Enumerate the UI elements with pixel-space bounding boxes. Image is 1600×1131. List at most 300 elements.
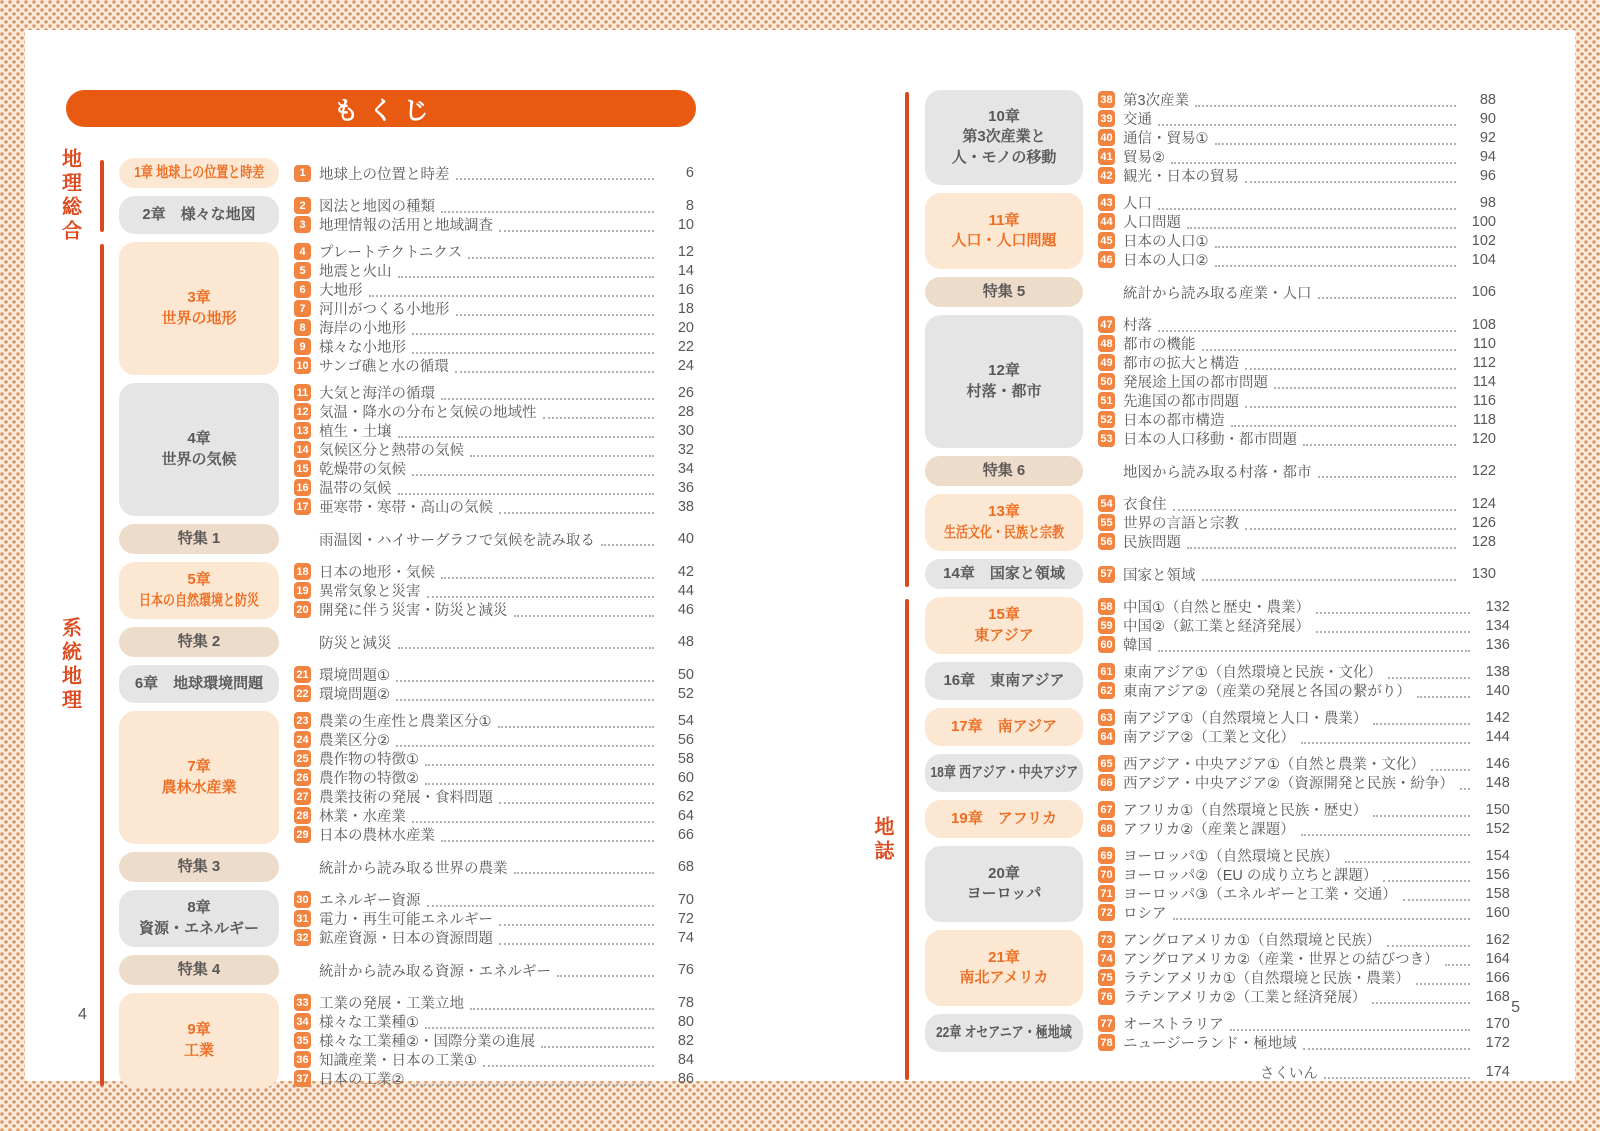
entry-number-badge: 78 — [1098, 1034, 1115, 1051]
section-content — [104, 158, 710, 234]
dotted-leader — [1387, 933, 1470, 947]
entry-number-badge: 72 — [1098, 904, 1115, 921]
toc-entry — [1098, 231, 1496, 250]
toc-entry-list — [1098, 800, 1524, 838]
dotted-leader — [441, 386, 654, 400]
entry-page-number: 140 — [1485, 682, 1510, 699]
chapter-box-label: 第3次産業と — [962, 128, 1046, 146]
feature-box-label: 特集 2 — [177, 632, 221, 650]
chapter-box-label: 7章 — [187, 758, 211, 776]
toc-entry-list — [1098, 315, 1510, 448]
entry-number-badge: 29 — [294, 826, 311, 843]
entry-title: 地震と火山 — [319, 264, 392, 280]
dotted-leader — [1215, 131, 1457, 145]
chapter-box-label: 2章 様々な地図 — [142, 205, 256, 223]
entry-page-number: 28 — [677, 403, 694, 420]
entry-number-badge: 26 — [294, 769, 311, 786]
entry-number-badge: 49 — [1098, 354, 1115, 371]
dotted-leader — [369, 283, 655, 297]
entry-title: 雨温図・ハイサーグラフで気候を読み取る — [319, 532, 595, 549]
entry-title: 農業技術の発展・食料問題 — [319, 790, 493, 806]
dotted-leader — [1245, 169, 1456, 183]
entry-number-badge: 18 — [294, 563, 311, 580]
toc-entry-list — [1098, 930, 1524, 1006]
chapter-box-label: 4章 — [187, 430, 211, 448]
entry-number-badge: 48 — [1098, 335, 1115, 352]
entry-title: プレートテクトニクス — [319, 245, 463, 261]
chapter-box-label: 6章 地球環境問題 — [134, 674, 264, 692]
toc-section — [40, 148, 710, 244]
dotted-leader — [1373, 803, 1470, 817]
chapter-box-label: 11章 — [988, 211, 1020, 229]
entry-number-badge: 3 — [294, 216, 311, 233]
entry-page-number: 42 — [677, 563, 694, 580]
entry-page-number: 74 — [677, 929, 694, 946]
entry-number-badge: 1 — [294, 165, 311, 182]
dotted-leader — [425, 752, 654, 766]
entry-page-number: 106 — [1471, 284, 1496, 300]
entry-title: 日本の工業② — [319, 1072, 405, 1088]
toc-group — [925, 754, 1524, 792]
entry-page-number: 40 — [677, 531, 694, 547]
dotted-leader — [1416, 971, 1470, 985]
entry-title: 林業・水産業 — [319, 809, 406, 825]
section-label-vertical: 地誌 — [871, 815, 893, 864]
entry-title: 海岸の小地形 — [319, 321, 406, 337]
entry-number-badge: 50 — [1098, 373, 1115, 390]
toc-entry — [1098, 1014, 1510, 1033]
entry-page-number: 88 — [1479, 91, 1496, 108]
entry-title: ラテンアメリカ①（自然環境と民族・農業） — [1123, 971, 1410, 987]
entry-title: アングロアメリカ①（自然環境と民族） — [1123, 933, 1381, 949]
entry-page-number: 66 — [677, 826, 694, 843]
toc-group — [925, 456, 1510, 486]
chapter-box — [925, 494, 1083, 551]
entry-number-badge: 15 — [294, 460, 311, 477]
entry-page-number: 110 — [1472, 335, 1496, 352]
entry-number-badge: 77 — [1098, 1015, 1115, 1032]
toc-entry — [1098, 372, 1496, 391]
entry-number-badge: 24 — [294, 731, 311, 748]
dotted-leader — [1431, 757, 1470, 771]
dotted-leader — [498, 714, 655, 728]
dotted-leader — [1173, 906, 1470, 920]
entry-page-number: 150 — [1485, 801, 1510, 818]
chapter-box — [119, 383, 279, 516]
dotted-leader — [1230, 1017, 1470, 1031]
feature-box — [119, 627, 279, 657]
entry-number-badge: 66 — [1098, 774, 1115, 791]
toc-entry — [294, 478, 694, 497]
toc-entry — [294, 730, 694, 749]
dotted-leader — [499, 218, 654, 232]
entry-number-badge: 63 — [1098, 709, 1115, 726]
entry-page-number: 76 — [677, 962, 694, 978]
toc-entry-list — [294, 242, 710, 375]
entry-title: 農業区分② — [319, 733, 390, 749]
entry-page-number: 14 — [677, 262, 694, 279]
toc-entry-list — [1098, 662, 1524, 700]
entry-title: 開発に伴う災害・防災と減災 — [319, 603, 508, 619]
dotted-leader — [543, 405, 655, 419]
entry-title: 中国①（自然と歴史・農業） — [1123, 600, 1310, 616]
toc-entry-list — [1098, 559, 1510, 589]
chapter-box — [925, 597, 1083, 654]
toc-entry — [1098, 819, 1510, 838]
entry-number-badge: 62 — [1098, 682, 1115, 699]
entry-page-number: 168 — [1485, 988, 1510, 1005]
chapter-box-label: 20章 — [988, 864, 1020, 882]
entry-number-badge: 43 — [1098, 194, 1115, 211]
entry-page-number: 62 — [677, 788, 694, 805]
toc-entry — [294, 497, 694, 516]
entry-number-badge: 44 — [1098, 213, 1115, 230]
toc-entry — [1098, 109, 1496, 128]
entry-title: ヨーロッパ③（エネルギーと工業・交通） — [1123, 887, 1397, 903]
toc-entry — [1098, 1033, 1510, 1052]
entry-page-number: 52 — [677, 685, 694, 702]
entry-title: 統計から読み取る世界の農業 — [319, 860, 508, 877]
entry-page-number: 58 — [677, 750, 694, 767]
entry-title: 農作物の特徴① — [319, 752, 419, 768]
toc-group — [925, 494, 1510, 551]
toc-entry — [1098, 410, 1496, 429]
toc-group — [925, 1014, 1524, 1052]
entry-page-number: 118 — [1472, 411, 1496, 428]
toc-entry-list — [1098, 754, 1524, 792]
entry-number-badge: 8 — [294, 319, 311, 336]
toc-entry-list — [294, 524, 710, 554]
entry-page-number: 12 — [677, 243, 694, 260]
dotted-leader — [396, 668, 654, 682]
entry-title: 貿易② — [1123, 150, 1165, 166]
toc-entry — [1098, 800, 1510, 819]
book-spread — [25, 30, 1575, 1088]
dotted-leader — [1383, 868, 1469, 882]
section-label-vertical: 系統地理 — [58, 617, 81, 713]
toc-entry — [1098, 662, 1510, 681]
chapter-box — [119, 242, 279, 375]
toc-entry — [294, 1050, 694, 1069]
feature-box — [925, 456, 1083, 486]
entry-title: 人口問題 — [1123, 215, 1181, 231]
dotted-leader — [396, 733, 654, 747]
dotted-leader — [398, 635, 655, 649]
entry-number-badge: 37 — [294, 1070, 311, 1087]
entry-title: 中国②（鉱工業と経済発展） — [1123, 619, 1310, 635]
toc-entry-list — [294, 158, 710, 188]
toc-group — [119, 711, 710, 844]
toc-entry-list — [1098, 708, 1524, 746]
entry-page-number: 122 — [1471, 463, 1496, 479]
toc-group — [119, 524, 710, 554]
chapter-box — [925, 930, 1083, 1006]
toc-entry — [294, 600, 694, 619]
toc-entry — [1098, 708, 1510, 727]
chapter-box-label: 9章 — [187, 1021, 211, 1039]
entry-number-badge: 35 — [294, 1032, 311, 1049]
chapter-box — [925, 800, 1083, 838]
dotted-leader — [412, 321, 654, 335]
entry-number-badge: 74 — [1098, 950, 1115, 967]
dotted-leader — [427, 893, 655, 907]
dotted-leader — [425, 771, 654, 785]
entry-page-number: 48 — [677, 634, 694, 650]
chapter-box — [925, 559, 1083, 589]
entry-title: 東南アジア②（産業の発展と各国の繋がり） — [1123, 684, 1411, 700]
entry-number-badge: 42 — [1098, 167, 1115, 184]
toc-entry — [294, 684, 694, 703]
section-label-column — [860, 597, 905, 1082]
entry-title: 村落 — [1123, 318, 1152, 334]
dotted-leader — [1158, 196, 1456, 210]
toc-group — [119, 383, 710, 516]
toc-entry — [1098, 727, 1510, 746]
entry-title: アフリカ②（産業と課題） — [1123, 822, 1295, 838]
toc-entry-list — [294, 383, 710, 516]
entry-page-number: 20 — [677, 319, 694, 336]
section-content — [909, 597, 1524, 1082]
toc-group — [119, 665, 710, 703]
entry-page-number: 68 — [677, 859, 694, 875]
toc-entry-list — [1098, 193, 1510, 269]
entry-number-badge: 23 — [294, 712, 311, 729]
entry-page-number: 162 — [1485, 931, 1510, 948]
dotted-leader — [1274, 375, 1456, 389]
entry-number-badge: 21 — [294, 666, 311, 683]
chapter-box — [925, 754, 1083, 792]
entry-title: 東南アジア①（自然環境と民族・文化） — [1123, 665, 1382, 681]
chapter-box-label: ヨーロッパ — [966, 885, 1042, 902]
toc-group — [119, 562, 710, 619]
toc-entry — [294, 993, 694, 1012]
entry-title: 地理情報の活用と地域調査 — [319, 218, 493, 234]
chapter-box — [925, 708, 1083, 746]
entry-title: 知識産業・日本の工業① — [319, 1053, 477, 1069]
section-label-column — [860, 90, 905, 589]
entry-page-number: 36 — [677, 479, 694, 496]
entry-page-number: 54 — [677, 712, 694, 729]
entry-number-badge: 7 — [294, 300, 311, 317]
toc-group — [925, 800, 1524, 838]
entry-page-number: 24 — [677, 357, 694, 374]
toc-entry — [1098, 462, 1496, 481]
entry-number-badge: 12 — [294, 403, 311, 420]
entry-number-badge: 67 — [1098, 801, 1115, 818]
toc-entry — [1098, 754, 1510, 773]
entry-page-number: 80 — [677, 1013, 694, 1030]
toc-entry — [1098, 532, 1496, 551]
toc-entry — [294, 196, 694, 215]
entry-page-number: 84 — [677, 1051, 694, 1068]
entry-title: 地球上の位置と時差 — [319, 166, 450, 183]
entry-title: ラテンアメリカ②（工業と経済発展） — [1123, 990, 1367, 1006]
dotted-leader — [468, 245, 654, 259]
chapter-box-label: 10章 — [988, 108, 1020, 126]
dotted-leader — [1187, 215, 1456, 229]
entry-number-badge: 70 — [1098, 866, 1115, 883]
entry-page-number: 102 — [1471, 232, 1496, 249]
toc-entry — [1098, 597, 1510, 616]
toc-entry — [294, 164, 694, 183]
section-label-column — [40, 148, 100, 244]
toc-entry — [294, 665, 694, 684]
entry-number-badge: 6 — [294, 281, 311, 298]
entry-title: 環境問題② — [319, 687, 390, 703]
feature-box-label: 特集 5 — [982, 282, 1026, 300]
entry-title: 民族問題 — [1123, 535, 1181, 551]
dotted-leader — [411, 1072, 655, 1086]
toc-entry-list — [1098, 456, 1510, 486]
dotted-leader — [541, 1034, 654, 1048]
dotted-leader — [1318, 285, 1457, 299]
toc-entry — [294, 1069, 694, 1088]
entry-number-badge: 19 — [294, 582, 311, 599]
entry-page-number: 56 — [677, 731, 694, 748]
toc-entry — [294, 581, 694, 600]
toc-entry — [1098, 903, 1510, 922]
dotted-leader — [1187, 535, 1456, 549]
toc-group — [925, 930, 1524, 1006]
entry-page-number: 154 — [1485, 847, 1510, 864]
entry-title: さくいん — [1259, 1065, 1318, 1082]
feature-box-label: 特集 1 — [177, 529, 221, 547]
toc-entry — [1098, 166, 1496, 185]
entry-page-number: 142 — [1485, 709, 1510, 726]
dotted-leader — [398, 264, 655, 278]
entry-page-number: 94 — [1479, 148, 1496, 165]
dotted-leader — [1316, 619, 1470, 633]
dotted-leader — [1202, 337, 1457, 351]
toc-entry — [294, 928, 694, 947]
chapter-box — [925, 1014, 1083, 1052]
entry-title: 衣食住 — [1123, 497, 1167, 513]
entry-page-number: 60 — [677, 769, 694, 786]
entry-number-badge: 39 — [1098, 110, 1115, 127]
dotted-leader — [412, 340, 654, 354]
entry-title: 工業の発展・工業立地 — [319, 996, 464, 1012]
entry-title: 鉱産資源・日本の資源問題 — [319, 931, 493, 947]
toc-entry — [294, 749, 694, 768]
toc-group — [925, 193, 1510, 269]
entry-number-badge: 52 — [1098, 411, 1115, 428]
entry-number-badge: 47 — [1098, 316, 1115, 333]
entry-page-number: 120 — [1471, 430, 1496, 447]
dotted-leader — [398, 424, 655, 438]
entry-title: オーストラリア — [1123, 1017, 1224, 1033]
toc-entry — [1098, 250, 1496, 269]
entry-title: 統計から読み取る資源・エネルギー — [319, 963, 551, 980]
entry-title: 西アジア・中央アジア①（自然と農業・文化） — [1123, 757, 1425, 773]
chapter-box — [119, 711, 279, 844]
toc-title-banner — [66, 90, 696, 127]
entry-title: 第3次産業 — [1123, 93, 1190, 109]
toc-entry-list — [1098, 597, 1524, 654]
entry-page-number: 134 — [1485, 617, 1510, 634]
toc-entry — [1098, 315, 1496, 334]
entry-title: 通信・貿易① — [1123, 131, 1209, 147]
entry-number-badge: 76 — [1098, 988, 1115, 1005]
entry-page-number: 70 — [677, 891, 694, 908]
chapter-box-label: 1章 地球上の位置と時差 — [134, 163, 265, 181]
entry-title: 農作物の特徴② — [319, 771, 419, 787]
entry-number-badge: 2 — [294, 197, 311, 214]
toc-section — [860, 90, 1510, 589]
toc-entry — [294, 337, 694, 356]
toc-entry-list — [294, 196, 710, 234]
dotted-leader — [1403, 887, 1470, 901]
chapter-box-label: 22章 オセアニア・極地域 — [936, 1023, 1072, 1041]
entry-number-badge: 55 — [1098, 514, 1115, 531]
entry-number-badge: 73 — [1098, 931, 1115, 948]
entry-number-badge: 38 — [1098, 91, 1115, 108]
toc-group — [925, 559, 1510, 589]
entry-title: 世界の言語と宗教 — [1123, 516, 1239, 532]
entry-page-number: 100 — [1471, 213, 1496, 230]
entry-number-badge: 51 — [1098, 392, 1115, 409]
entry-title: 様々な工業種②・国際分業の進展 — [319, 1034, 535, 1050]
dotted-leader — [396, 687, 654, 701]
toc-sections-right — [860, 90, 1510, 1082]
chapter-box-label: 東アジア — [974, 626, 1034, 644]
entry-title: 先進国の都市問題 — [1123, 394, 1239, 410]
entry-number-badge: 32 — [294, 929, 311, 946]
dotted-leader — [1460, 776, 1470, 790]
chapter-box-label: 13章 — [988, 503, 1020, 521]
toc-entry — [294, 806, 694, 825]
toc-entry — [294, 768, 694, 787]
chapter-box-label: 8章 — [187, 899, 211, 917]
dotted-leader — [1173, 497, 1457, 511]
dotted-leader — [456, 166, 655, 180]
toc-entry — [294, 787, 694, 806]
section-content — [909, 90, 1510, 589]
entry-page-number: 138 — [1485, 663, 1510, 680]
feature-box — [119, 524, 279, 554]
toc-entry — [1098, 513, 1496, 532]
toc-entry-list — [294, 955, 710, 985]
dotted-leader — [557, 963, 654, 977]
toc-group — [925, 846, 1524, 922]
entry-page-number: 98 — [1479, 194, 1496, 211]
chapter-box-label: 人・モノの移動 — [951, 148, 1057, 166]
entry-page-number: 156 — [1485, 866, 1510, 883]
entry-title: 植生・土壌 — [319, 424, 392, 440]
chapter-box — [925, 662, 1083, 700]
entry-page-number: 50 — [677, 666, 694, 683]
dotted-leader — [1245, 516, 1456, 530]
entry-title: 交通 — [1123, 112, 1152, 128]
section-label-vertical: 地理総合 — [58, 148, 81, 244]
toc-entry — [1098, 616, 1510, 635]
toc-entry-list — [294, 993, 710, 1088]
entry-page-number: 92 — [1479, 129, 1496, 146]
dotted-leader — [456, 302, 655, 316]
dotted-leader — [1388, 665, 1470, 679]
entry-page-number: 86 — [677, 1070, 694, 1087]
entry-title: 地図から読み取る村落・都市 — [1123, 464, 1312, 481]
entry-page-number: 124 — [1471, 495, 1496, 512]
entry-title: 都市の拡大と構造 — [1123, 356, 1239, 372]
entry-title: 様々な工業種① — [319, 1015, 419, 1031]
entry-number-badge: 56 — [1098, 533, 1115, 550]
entry-page-number: 152 — [1485, 820, 1510, 837]
dotted-leader — [1215, 234, 1457, 248]
entry-page-number: 136 — [1485, 636, 1510, 653]
entry-number-badge: 65 — [1098, 755, 1115, 772]
entry-title: 亜寒帯・寒帯・高山の気候 — [319, 500, 493, 516]
folio-page-number-left: 4 — [78, 1006, 87, 1023]
